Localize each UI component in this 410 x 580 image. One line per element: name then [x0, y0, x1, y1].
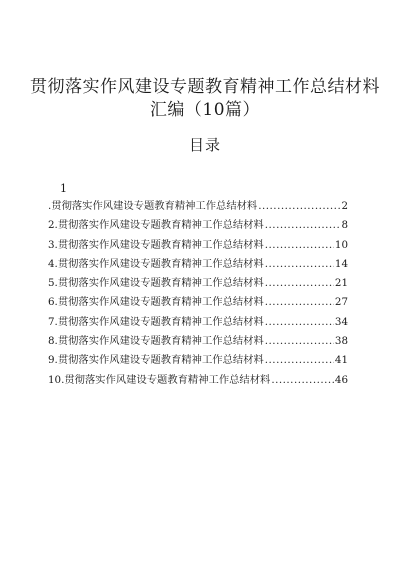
toc-entry[interactable]: [48, 351, 348, 370]
toc-leader-dots: [265, 316, 334, 328]
toc-leader-dots: [258, 200, 340, 212]
toc-entry-label: .贯彻落实作风建设专题教育精神工作总结材料: [48, 200, 258, 212]
toc-entry-page: 34: [334, 315, 348, 328]
toc-entry-page: 10: [334, 238, 348, 251]
toc-leader-dots: [271, 374, 334, 386]
toc-entry-label: 4.贯彻落实作风建设专题教育精神工作总结材料: [48, 257, 264, 270]
toc-leader-dots: [265, 258, 334, 270]
table-of-contents: [48, 197, 348, 390]
toc-heading: 目录: [188, 136, 221, 154]
toc-entry-page: 8: [341, 219, 348, 232]
toc-entry[interactable]: [48, 332, 348, 351]
toc-entry-page: 21: [334, 277, 348, 290]
toc-entry[interactable]: [48, 236, 348, 255]
toc-entry[interactable]: [48, 255, 348, 274]
toc-entry-label: 3.贯彻落实作风建设专题教育精神工作总结材料: [48, 238, 264, 251]
toc-entry-label: 2.贯彻落实作风建设专题教育精神工作总结材料: [48, 219, 264, 232]
toc-entry-label: 5.贯彻落实作风建设专题教育精神工作总结材料: [48, 277, 264, 290]
toc-entry[interactable]: [48, 197, 348, 216]
toc-entry-page: 2: [341, 200, 348, 212]
toc-entry[interactable]: [48, 216, 348, 235]
toc-entry-label: 7.贯彻落实作风建设专题教育精神工作总结材料: [48, 315, 264, 328]
toc-entry-label: 6.贯彻落实作风建设专题教育精神工作总结材料: [48, 296, 264, 309]
toc-entry[interactable]: [48, 371, 348, 390]
toc-entry-page: 14: [334, 257, 348, 270]
toc-entry[interactable]: [48, 293, 348, 312]
toc-leader-dots: [265, 354, 334, 366]
toc-entry-page: 38: [334, 335, 348, 348]
title-line-1: 贯彻落实作风建设专题教育精神工作总结材料: [30, 77, 380, 97]
toc-leader-dots: [265, 239, 334, 251]
toc-entry-page: 27: [334, 296, 348, 309]
toc-leader-dots: [265, 277, 334, 289]
toc-entry-page: 41: [334, 354, 348, 367]
document-title: [20, 76, 390, 122]
toc-entry[interactable]: [48, 313, 348, 332]
toc-leader-dots: [265, 335, 334, 347]
toc-entry-label: 8.贯彻落实作风建设专题教育精神工作总结材料: [48, 335, 264, 348]
toc-leader-dots: [265, 296, 334, 308]
toc-leader-dots: [265, 219, 341, 231]
toc-entry-label: 10.贯彻落实作风建设专题教育精神工作总结材料: [48, 373, 271, 386]
toc-entry-page: 46: [334, 373, 348, 386]
toc-entry-label: 9.贯彻落实作风建设专题教育精神工作总结材料: [48, 354, 264, 367]
toc-entry[interactable]: [48, 274, 348, 293]
toc-first-number: 1: [60, 182, 67, 195]
title-line-2: 汇编（10篇）: [149, 100, 261, 120]
